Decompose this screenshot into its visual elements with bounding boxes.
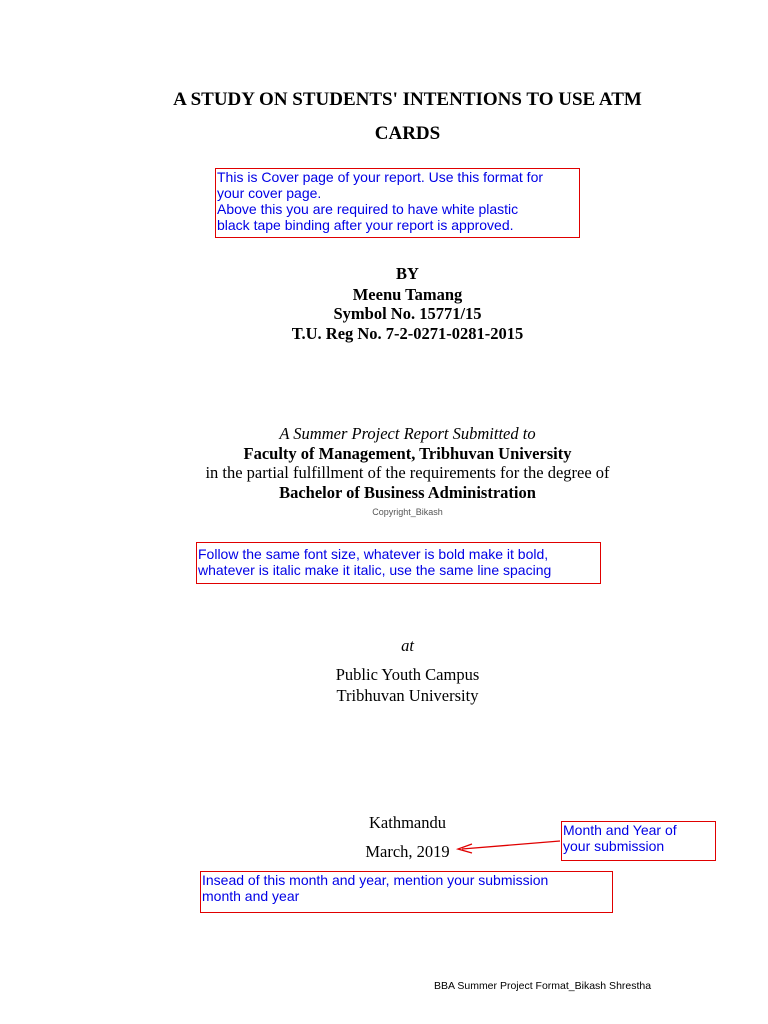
submitted-to: A Summer Project Report Submitted to bbox=[279, 424, 536, 443]
cover-note-line: your cover page. bbox=[217, 185, 322, 201]
month-note-line: your submission bbox=[563, 838, 665, 854]
campus-name: Public Youth Campus bbox=[335, 665, 480, 684]
title-line-1: A STUDY ON STUDENTS' INTENTIONS TO USE ATM bbox=[173, 89, 642, 110]
submission-date: March, 2019 bbox=[365, 842, 450, 861]
copyright-text: Copyright_Bikash bbox=[372, 507, 443, 517]
fulfillment-text: in the partial fulfillment of the requirements for the degree of bbox=[205, 463, 610, 482]
font-note-line: Follow the same font size, whatever is bold make it bold, bbox=[198, 546, 549, 562]
at-label: at bbox=[401, 636, 414, 655]
title-line-2: CARDS bbox=[374, 123, 441, 144]
degree: Bachelor of Business Administration bbox=[279, 483, 536, 502]
font-note-line: whatever is italic make it italic, use the same line spacing bbox=[198, 562, 552, 578]
page-footer: BBA Summer Project Format_Bikash Shrestha bbox=[434, 980, 652, 992]
month-note-line: Month and Year of bbox=[563, 822, 677, 838]
faculty: Faculty of Management, Tribhuvan University bbox=[243, 444, 572, 463]
university-name: Tribhuvan University bbox=[336, 686, 479, 705]
cover-note-line: This is Cover page of your report. Use this format for bbox=[217, 169, 544, 185]
instead-note-line: month and year bbox=[202, 888, 300, 904]
city: Kathmandu bbox=[369, 813, 446, 832]
symbol-number: Symbol No. 15771/15 bbox=[333, 304, 482, 323]
instead-note-box bbox=[200, 871, 613, 913]
instead-note-line: Insead of this month and year, mention your submission bbox=[202, 872, 549, 888]
by-label: BY bbox=[396, 264, 419, 283]
cover-note-line: black tape binding after your report is approved. bbox=[217, 217, 514, 233]
registration-number: T.U. Reg No. 7-2-0271-0281-2015 bbox=[291, 324, 524, 343]
author-name: Meenu Tamang bbox=[352, 285, 463, 304]
cover-note-line: Above this you are required to have white plastic bbox=[217, 201, 519, 217]
